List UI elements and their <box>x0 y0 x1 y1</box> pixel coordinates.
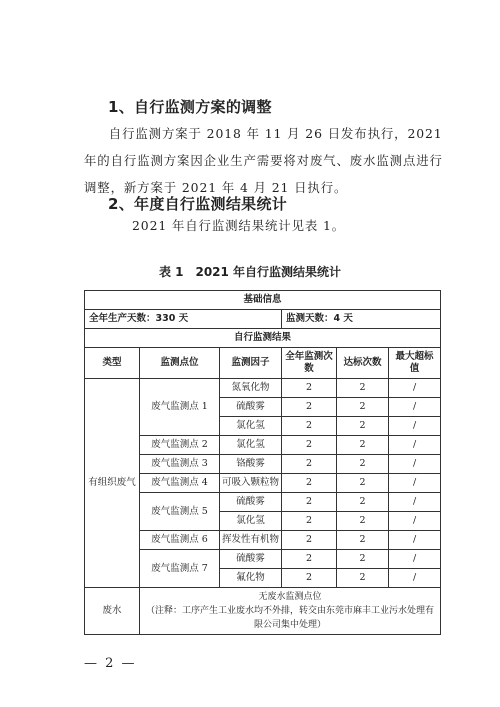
factor-cell: 氮氧化物 <box>220 379 282 398</box>
monitoring-results-table <box>84 290 441 635</box>
times-cell: 2 <box>282 417 337 436</box>
header-annual-times: 全年监测次数 <box>282 348 337 379</box>
factor-cell: 硫酸雾 <box>220 398 282 417</box>
passed-cell: 2 <box>337 550 389 569</box>
passed-cell: 2 <box>337 455 389 474</box>
section-1-paragraph: 自行监测方案于 2018 年 11 月 26 日发布执行，2021 年的自行监测方案因企业生产需要将对废气、废水监测点进行调整，新方案于 2021 年 4 月 21 日执行。 <box>84 126 443 195</box>
header-passed-times: 达标次数 <box>337 348 389 379</box>
max-cell: / <box>389 417 441 436</box>
passed-cell: 2 <box>337 493 389 512</box>
water-note-cell <box>140 588 441 635</box>
max-cell: / <box>389 512 441 531</box>
times-cell: 2 <box>282 531 337 550</box>
point-cell: 废气监测点 7 <box>140 550 220 588</box>
point-cell: 废气监测点 5 <box>140 493 220 531</box>
point-cell: 废气监测点 2 <box>140 436 220 455</box>
point-cell: 废气监测点 6 <box>140 531 220 550</box>
table-row <box>85 379 441 398</box>
point-cell: 废气监测点 1 <box>140 379 220 436</box>
production-days: 全年生产天数：330 天 <box>85 310 282 329</box>
passed-cell: 2 <box>337 379 389 398</box>
factor-cell: 氯化氢 <box>220 512 282 531</box>
section-1-heading: 1、自行监测方案的调整 <box>108 98 272 116</box>
results-title: 自行监测结果 <box>85 329 441 348</box>
factor-cell: 可吸入颗粒物 <box>220 474 282 493</box>
point-cell: 废气监测点 3 <box>140 455 220 474</box>
factor-cell: 硫酸雾 <box>220 493 282 512</box>
factor-cell: 氟化物 <box>220 569 282 588</box>
times-cell: 2 <box>282 398 337 417</box>
times-cell: 2 <box>282 455 337 474</box>
factor-cell: 挥发性有机物 <box>220 531 282 550</box>
page-number: — 2 — <box>84 656 137 671</box>
max-cell: / <box>389 550 441 569</box>
times-cell: 2 <box>282 436 337 455</box>
max-cell: / <box>389 474 441 493</box>
type-gas: 有组织废气 <box>85 379 140 588</box>
header-type: 类型 <box>85 348 140 379</box>
factor-cell: 氯化氢 <box>220 417 282 436</box>
passed-cell: 2 <box>337 531 389 550</box>
water-no-point: 无废水监测点位 <box>258 592 322 602</box>
max-cell: / <box>389 379 441 398</box>
header-factor: 监测因子 <box>220 348 282 379</box>
passed-cell: 2 <box>337 474 389 493</box>
passed-cell: 2 <box>337 569 389 588</box>
section-2-paragraph: 2021 年自行监测结果统计见表 1。 <box>132 218 346 233</box>
passed-cell: 2 <box>337 512 389 531</box>
type-water: 废水 <box>85 588 140 635</box>
factor-cell: 氯化氢 <box>220 436 282 455</box>
times-cell: 2 <box>282 569 337 588</box>
max-cell: / <box>389 398 441 417</box>
passed-cell: 2 <box>337 417 389 436</box>
max-cell: / <box>389 436 441 455</box>
max-cell: / <box>389 569 441 588</box>
max-cell: / <box>389 493 441 512</box>
header-point: 监测点位 <box>140 348 220 379</box>
table-row <box>85 588 441 635</box>
section-2-heading: 2、年度自行监测结果统计 <box>108 195 288 213</box>
max-cell: / <box>389 455 441 474</box>
times-cell: 2 <box>282 474 337 493</box>
point-cell: 废气监测点 4 <box>140 474 220 493</box>
max-cell: / <box>389 531 441 550</box>
passed-cell: 2 <box>337 398 389 417</box>
monitoring-days: 监测天数：4 天 <box>282 310 441 329</box>
times-cell: 2 <box>282 550 337 569</box>
header-max-exceed: 最大超标值 <box>389 348 441 379</box>
times-cell: 2 <box>282 493 337 512</box>
times-cell: 2 <box>282 512 337 531</box>
factor-cell: 硫酸雾 <box>220 550 282 569</box>
factor-cell: 铬酸雾 <box>220 455 282 474</box>
times-cell: 2 <box>282 379 337 398</box>
basic-info-title: 基础信息 <box>85 291 441 310</box>
passed-cell: 2 <box>337 436 389 455</box>
table-caption: 表 1 2021 年自行监测结果统计 <box>158 265 342 279</box>
water-note: （注释：工序产生工业废水均不外排，转交由东莞市麻丰工业污水处理有限公司集中处理） <box>146 606 435 630</box>
